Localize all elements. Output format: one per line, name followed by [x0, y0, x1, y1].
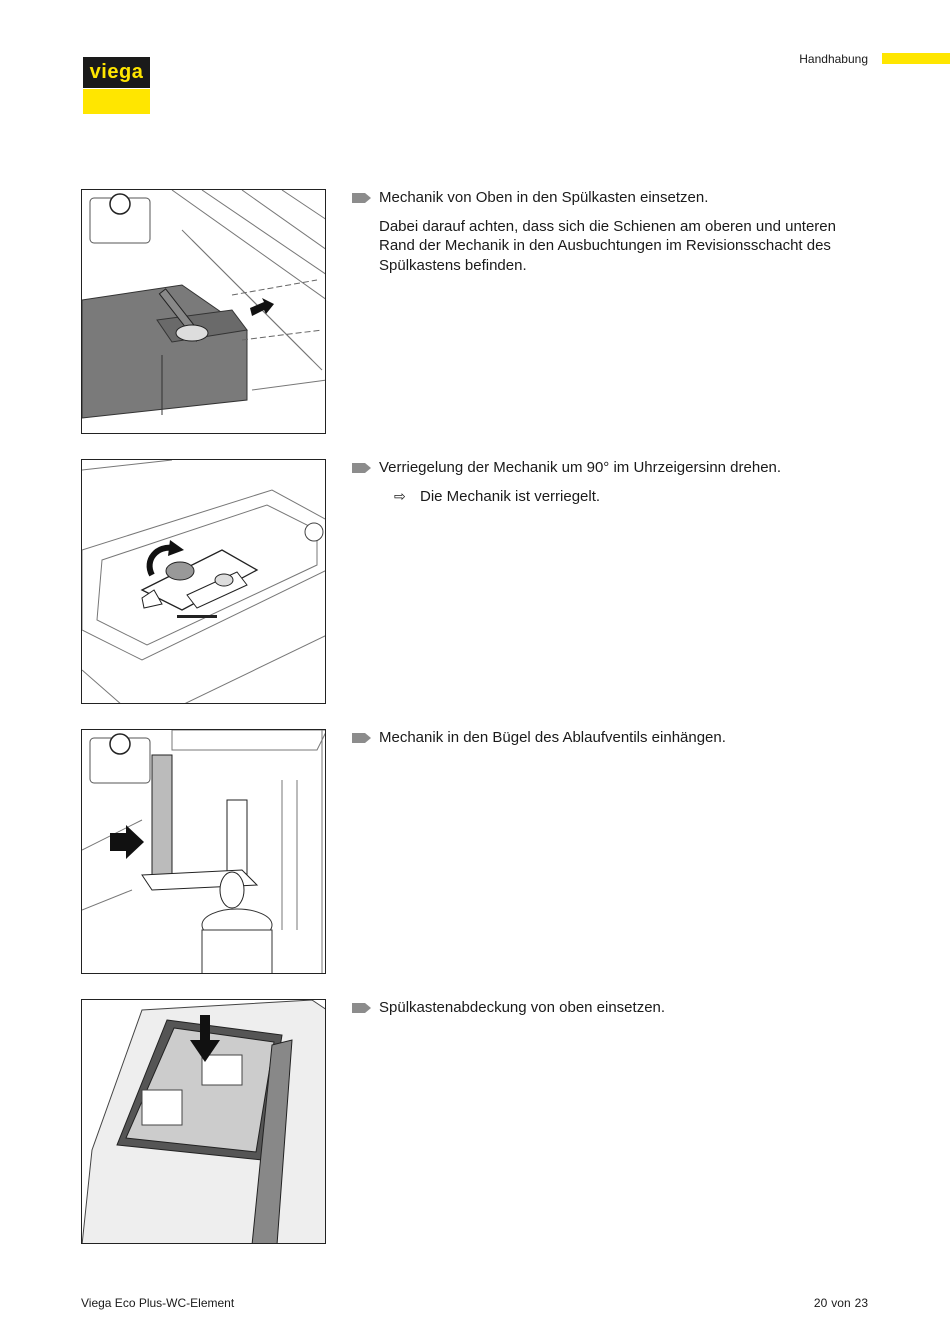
step-2-result [352, 487, 872, 507]
footer-product: Viega Eco Plus-WC-Element [81, 1296, 235, 1310]
step-4-action: Spülkastenabdeckung von oben einsetzen. [379, 999, 666, 1016]
current-page: 20 [813, 1296, 828, 1310]
figure-hook-mechanism [81, 729, 326, 974]
step-4 [352, 998, 872, 1018]
illustration-insert-mechanism [82, 190, 326, 434]
step-3 [352, 728, 872, 748]
figure-rotate-lock [81, 459, 326, 704]
section-title: Handhabung [799, 52, 868, 66]
step-2 [352, 458, 872, 506]
step-3-action: Mechanik in den Bügel des Ablaufventils einhängen. [379, 729, 726, 746]
viega-logo [83, 57, 150, 114]
step-marker-icon [352, 193, 371, 203]
step-2-result-text: Die Mechanik ist verriegelt. [420, 487, 601, 505]
illustration-rotate-lock [82, 460, 326, 704]
figure-insert-cover [81, 999, 326, 1244]
step-2-action: Verriegelung der Mechanik um 90° im Uhrzeigersinn drehen. [379, 459, 782, 476]
step-1-note: Dabei darauf achten, dass sich die Schienen am oberen und unteren Rand der Mechanik in den Ausbuchtungen im Revisionsschacht des Spülkastens befinden. [379, 217, 836, 274]
illustration-insert-cover [82, 1000, 326, 1244]
step-marker-icon [352, 1003, 371, 1013]
step-marker-icon [352, 463, 371, 473]
illustration-hook-mechanism [82, 730, 326, 974]
page-of: von [831, 1296, 851, 1310]
step-1 [352, 188, 872, 275]
section-color-bar [882, 53, 950, 64]
logo-yellow-block [83, 89, 150, 114]
step-1-action: Mechanik von Oben in den Spülkasten einsetzen. [379, 189, 709, 206]
step-marker-icon [352, 733, 371, 743]
logo-wordmark: viega [83, 57, 150, 88]
total-pages: 23 [854, 1296, 868, 1310]
footer-page-number [810, 1296, 868, 1310]
result-arrow-icon: ⇨ [394, 487, 406, 504]
figure-insert-mechanism [81, 189, 326, 434]
